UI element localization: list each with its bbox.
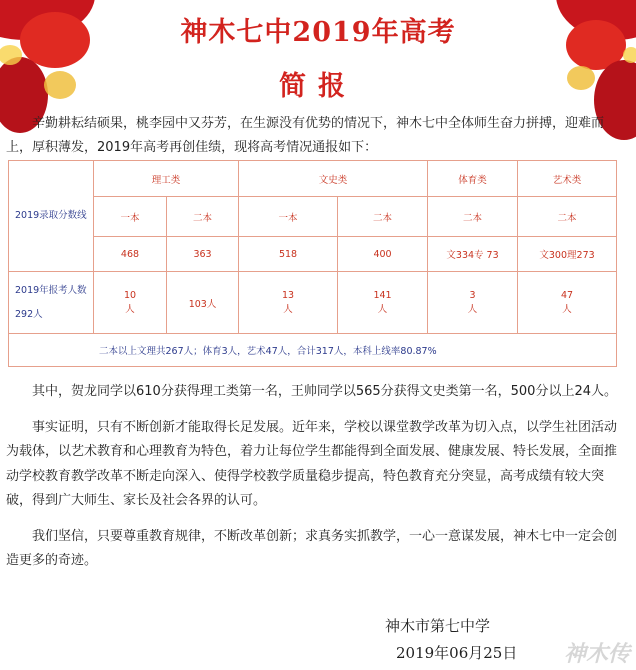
count-cell: 103人 [167,272,239,334]
group-science: 理工类 [94,161,239,197]
tier-cell: 一本 [94,197,167,237]
signature-org: 神木市第七中学 [385,617,491,635]
count-cell: 3人 [428,272,518,334]
report-subtitle: 简报 [279,71,357,102]
tier-cell: 二本 [518,197,617,237]
score-cell: 518 [239,237,338,272]
paragraph-reform: 事实证明，只有不断创新才能取得长足发展。近年来，学校以课堂教学改革为切入点，以学生社团活动为载体，以艺术教育和心理教育为特色，着力让每位学生都能得到全面发展、健康发展、特长发展，全面推动学校教育教学改革不断走向深入、使得学校教学质量稳步提高，特色教育充分突显，高考成绩有较大突破，得到广大师生、家长及社会各界的认可。 [6,419,618,508]
tier-cell: 二本 [428,197,518,237]
score-cell: 文300理273 [518,237,617,272]
paragraph-top-scorers: 其中，贺龙同学以610分获得理工类第一名，王帅同学以565分获得文史类第一名，500分以上24人。 [32,384,617,399]
tier-cell: 二本 [338,197,428,237]
table-summary: 二本以上文理共267人；体育3人，艺术47人，合计317人，本科上线率80.87% [9,334,617,367]
body-text [6,380,628,585]
row-label-applicants: 2019年报考人数292人 [9,272,94,334]
tier-cell: 一本 [239,197,338,237]
score-cell: 文334专 73 [428,237,518,272]
count-cell: 13人 [239,272,338,334]
group-sports: 体育类 [428,161,518,197]
group-art: 艺术类 [518,161,617,197]
score-cell: 363 [167,237,239,272]
paragraph-closing: 我们坚信，只要尊重教育规律，不断改革创新；求真务实抓教学，一心一意谋发展，神木七中一定会创造更多的奇迹。 [6,528,618,568]
results-table [8,160,617,367]
score-cell: 468 [94,237,167,272]
group-liberal: 文史类 [239,161,428,197]
row-label-cutoff: 2019录取分数线 [9,161,94,272]
count-cell: 10人 [94,272,167,334]
count-cell: 141人 [338,272,428,334]
watermark: 神木传 [563,642,630,667]
score-cell: 400 [338,237,428,272]
report-title: 神木七中2019年高考 [180,17,456,48]
count-cell: 47人 [518,272,617,334]
signature-date: 2019年06月25日 [396,644,518,662]
tier-cell: 二本 [167,197,239,237]
intro-paragraph: 辛勤耕耘结硕果，桃李园中又芬芳，在生源没有优势的情况下，神木七中全体师生奋力拼搏，迎难而上，厚积薄发，2019年高考再创佳绩，现将高考情况通报如下： [6,116,605,155]
